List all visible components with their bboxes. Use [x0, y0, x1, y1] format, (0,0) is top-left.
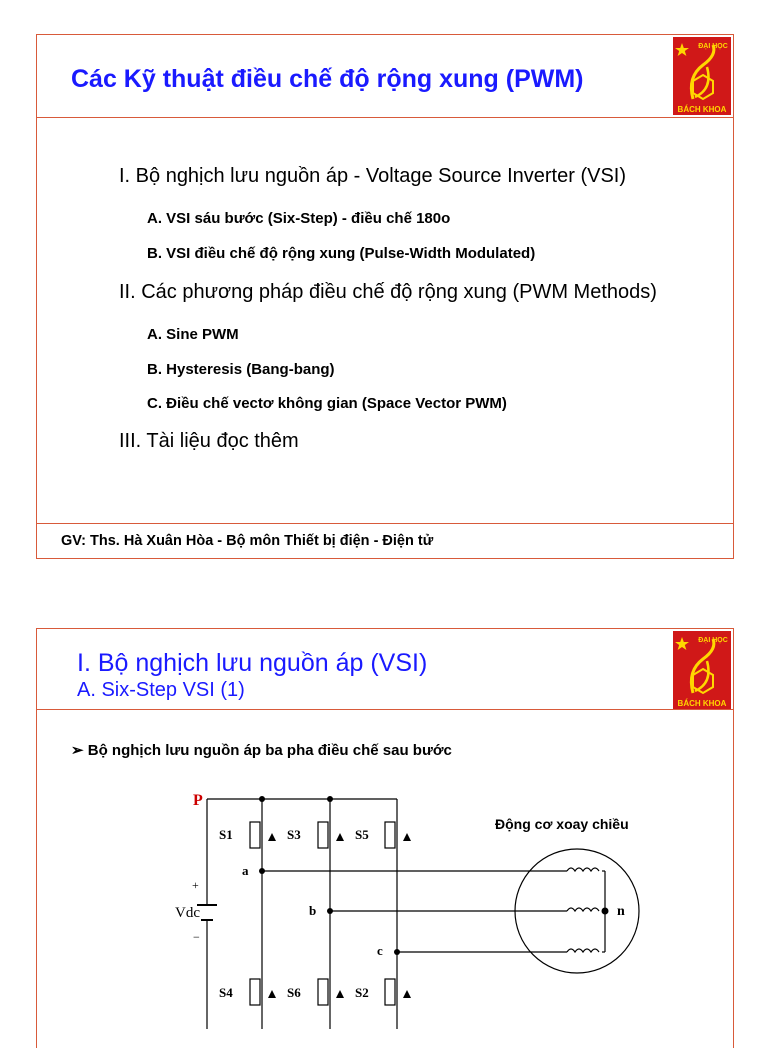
switch-s6-label: S6 [287, 985, 301, 1000]
outline-item-2: II. Các phương pháp điều chế độ rộng xung (PWM Methods) [119, 281, 657, 303]
outline-item-1: I. Bộ nghịch lưu nguồn áp - Voltage Source Inverter (VSI) [119, 165, 627, 187]
switch-s2-label: S2 [355, 985, 369, 1000]
slide-subtitle: A. Six-Step VSI (1) [77, 679, 245, 701]
outline-item-3: III. Tài liệu đọc thêm [119, 430, 299, 452]
motor-label: Động cơ xoay chiều [495, 816, 629, 832]
phase-b-label: b [309, 903, 317, 918]
minus-label: − [193, 930, 200, 944]
switch-s1-label: S1 [219, 827, 233, 842]
switch-s3-label: S3 [287, 827, 301, 842]
logo-bottom-text: BÁCH KHOA [677, 105, 727, 114]
outline-item-2a: A. Sine PWM [147, 326, 239, 343]
university-logo [673, 37, 731, 115]
footer-text: GV: Ths. Hà Xuân Hòa - Bộ môn Thiết bị điện - Điện tử [61, 533, 434, 549]
logo-top-text: ĐẠI HỌC [698, 637, 728, 644]
switch-s5-label: S5 [355, 827, 369, 842]
header-divider [37, 117, 733, 118]
logo-bottom-text: BÁCH KHOA [677, 699, 727, 708]
rail-p-label: P [193, 792, 203, 809]
plus-label: + [192, 878, 199, 892]
inverter-circuit-diagram [37, 629, 735, 1029]
outline-item-2b: B. Hysteresis (Bang-bang) [147, 361, 335, 378]
switch-s4-label: S4 [219, 985, 233, 1000]
logo-top-text: ĐẠI HỌC [698, 43, 728, 50]
slide-title: I. Bộ nghịch lưu nguồn áp (VSI) [77, 649, 428, 677]
outline-item-1a: A. VSI sáu bước (Six-Step) - điều chế 180o [147, 210, 451, 227]
outline-item-1b: B. VSI điều chế độ rộng xung (Pulse-Width Modulated) [147, 245, 536, 262]
bullet-text: Bộ nghịch lưu nguồn áp ba pha điều chế sau bước [87, 742, 452, 759]
phase-c-label: c [377, 943, 383, 958]
phase-a-label: a [242, 863, 249, 878]
slide-1 [36, 34, 734, 559]
footer-divider [37, 523, 733, 524]
slide-title: Các Kỹ thuật điều chế độ rộng xung (PWM) [71, 65, 584, 93]
vdc-label: Vdc [175, 905, 200, 921]
slide-2 [36, 628, 734, 1048]
neutral-n-label: n [617, 904, 625, 919]
bullet-arrow-icon: ➢ [71, 742, 84, 759]
outline-item-2c: C. Điều chế vectơ không gian (Space Vector PWM) [147, 395, 507, 412]
